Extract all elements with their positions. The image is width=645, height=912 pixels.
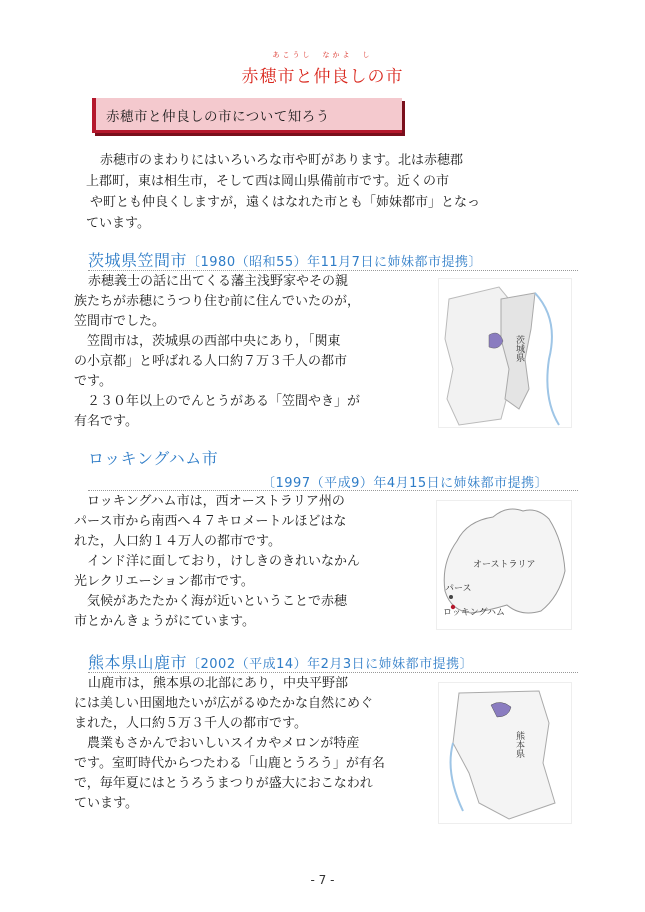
section-name: 茨城県笠間市: [88, 251, 188, 270]
section-body-rockingham: [74, 492, 444, 632]
australia-map: [436, 500, 572, 630]
map-label-ibaraki: 茨城県: [514, 335, 524, 362]
body-line: の小京都」と呼ばれる人口約７万３千人の都市: [74, 354, 348, 369]
body-line: まれた，人口約５万３千人の都市です。: [74, 716, 307, 731]
title-ruby: あこうし なかよ し: [272, 51, 373, 59]
body-line: ロッキングハム市は，西オーストラリア州の: [74, 494, 345, 509]
banner-text: 赤穂市と仲良しの市について知ろう: [106, 109, 330, 125]
body-line: 有名です。: [74, 414, 138, 429]
map-label-perth: パース: [445, 584, 472, 594]
body-line: 気候があたたかく海が近いということで赤穂: [74, 594, 348, 609]
section-banner: [92, 98, 402, 133]
kumamoto-map: [438, 682, 572, 824]
body-line: 市とかんきょうがにています。: [74, 614, 255, 629]
ibaraki-map-graphic: [439, 279, 571, 427]
kumamoto-map-graphic: [439, 683, 571, 823]
body-line: 笠間市は，茨城県の西部中央にあり，「関東: [74, 334, 341, 349]
body-line: 山鹿市は，熊本県の北部にあり，中央平野部: [88, 676, 349, 691]
body-line: 赤穂義士の話に出てくる藩主浅野家やその親: [88, 274, 349, 289]
section-body-kasama: [74, 272, 444, 432]
divider: [88, 672, 578, 673]
body-line: パース市から南西へ４７キロメートルほどはな: [74, 514, 347, 529]
body-line: れた，人口約１４万人の都市です。: [74, 534, 281, 549]
section-body-yamaga: [74, 674, 444, 814]
page-number: - 7 -: [310, 873, 335, 887]
body-line: インド洋に面しており，けしきのきれいなかん: [74, 554, 361, 569]
map-label-kumamoto: 熊本県: [514, 731, 524, 758]
section-name: ロッキングハム市: [88, 449, 219, 468]
section-heading-rockingham: [88, 446, 588, 469]
body-line: 笠間市でした。: [74, 314, 166, 329]
section-sub: 〔1980（昭和55）年11月7日に姉妹都市提携〕: [187, 255, 482, 270]
section-heading-kasama: [88, 248, 588, 271]
section-heading-yamaga: [88, 650, 588, 673]
section-sub: 〔2002（平成14）年2月3日に姉妹都市提携〕: [187, 657, 474, 672]
intro-line: 上郡町，東は相生市，そして西は岡山県備前市です。近くの市: [86, 174, 449, 189]
intro-line: や町とも仲良くしますが，遠くはなれた市とも「姉妹都市」となっ: [90, 195, 481, 210]
divider: [88, 270, 578, 271]
body-line: ています。: [74, 796, 138, 811]
body-line: 光レクリエーション都市です。: [74, 574, 254, 589]
body-line: ２３０年以上のでんとうがある「笠間やき」が: [74, 394, 361, 409]
body-line: 農業もさかんでおいしいスイカやメロンが特産: [74, 736, 360, 751]
divider: [88, 490, 578, 491]
intro-line: 赤穂市のまわりにはいろいろな市や町があります。北は赤穂郡: [100, 153, 463, 168]
ibaraki-map: [438, 278, 572, 428]
body-line: です。: [74, 374, 112, 389]
section-sub-rockingham: 〔1997（平成9）年4月15日に姉妹都市提携〕: [262, 476, 549, 491]
map-label-australia: オーストラリア: [473, 560, 536, 570]
body-line: には美しい田園地たいが広がるゆたかな自然にめぐ: [74, 696, 374, 711]
body-line: です。室町時代からつたわる「山鹿とうろう」が有名: [74, 756, 385, 771]
page-title: 赤穂市と仲良しの市: [241, 67, 404, 87]
intro-paragraph: [86, 150, 566, 234]
section-name: 熊本県山鹿市: [88, 653, 188, 672]
map-label-rockingham: ロッキングハム: [443, 608, 506, 618]
body-line: で，毎年夏にはとうろうまつりが盛大におこなわれ: [74, 776, 373, 791]
body-line: 族たちが赤穂にうつり住む前に住んでいたのが，: [74, 294, 361, 309]
intro-line: ています。: [86, 216, 150, 231]
